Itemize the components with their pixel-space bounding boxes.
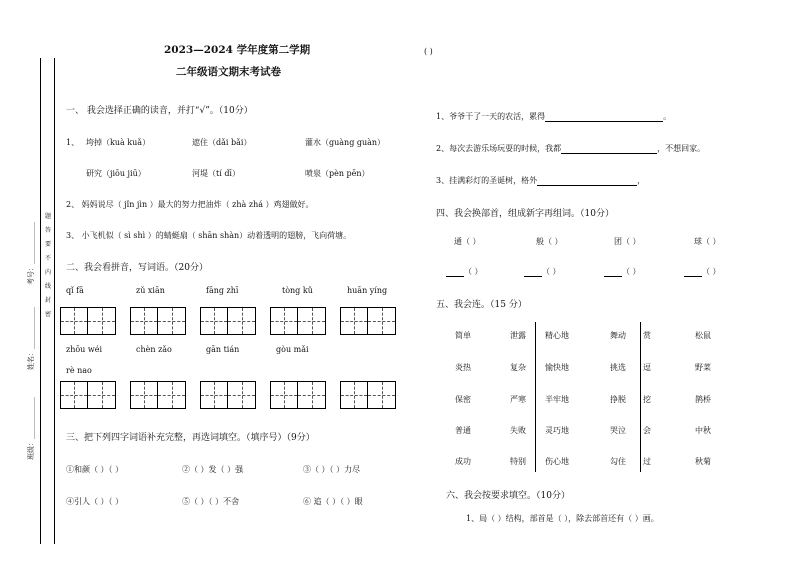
fill-sentence-1: 1、爷爷干了一天的农活，累得 。 — [436, 112, 672, 121]
match-word: 会 — [643, 426, 651, 435]
pinyin-label: fāng zhī — [206, 286, 239, 295]
s1-q3: 3、 小飞机似（ sì shì ）的蜻蜓扇（ shān shàn）动着透明的翅膀，飞向荷塘。 — [66, 231, 352, 240]
match-word: 成功 — [455, 457, 471, 466]
writing-grid[interactable] — [200, 307, 256, 335]
binding-line-outer — [40, 58, 41, 544]
class-label: 班级：____________ — [27, 397, 35, 460]
s1-q1b-item: 研究（jiōu jiū） — [86, 169, 146, 178]
section2-heading: 二、我会看拼音，写词语。（20分） — [66, 263, 208, 273]
match-word: 松鼠 — [695, 331, 711, 340]
section1-heading: 一、 我会选择正确的读音，并打“√”。（10分） — [66, 106, 253, 116]
s1-q1-number: 1、 — [66, 138, 80, 147]
match-word: 精心地 — [545, 331, 569, 340]
top-right-paren: ( ) — [424, 47, 433, 56]
match-word: 复杂 — [510, 363, 526, 372]
match-word: 普通 — [455, 426, 471, 435]
idiom-item: ②（ ）发（ ）强 — [182, 465, 244, 474]
writing-grid[interactable] — [130, 381, 186, 409]
match-word: 半牢地 — [545, 395, 569, 404]
section3-heading: 三、把下列四字词语补充完整，再选词填空。（填序号）（9分） — [66, 433, 315, 443]
answer-blank[interactable] — [537, 176, 637, 186]
section5-heading: 五、我会连。（15 分） — [436, 300, 527, 310]
match-word: 舞动 — [610, 331, 626, 340]
radical-item: 般（ ） — [536, 237, 563, 246]
radical-item: 球（ ） — [694, 237, 721, 246]
match-word: 逗 — [643, 363, 651, 372]
binding-line-inner — [54, 58, 55, 544]
radical-item: 团（ ） — [614, 237, 641, 246]
writing-grid[interactable] — [340, 307, 396, 335]
section6-heading: 六、我会按要求填空。（10分） — [446, 491, 570, 501]
match-word: 严寒 — [510, 395, 526, 404]
idiom-item: ④引人（ ）（ ） — [66, 497, 124, 506]
answer-blank[interactable] — [561, 144, 657, 154]
match-word: 泄露 — [510, 331, 526, 340]
writing-grid[interactable] — [270, 307, 326, 335]
match-word: 灵巧地 — [545, 426, 569, 435]
section4-heading: 四、我会换部首，组成新字再组词。（10分） — [436, 209, 614, 219]
s1-q1-item: 遮住（dǎi bǎi） — [192, 138, 252, 147]
writing-grid[interactable] — [130, 307, 186, 335]
match-word: 勾住 — [610, 457, 626, 466]
match-word: 保密 — [455, 395, 471, 404]
match-word: 失败 — [510, 426, 526, 435]
idiom-item: ①和颜（ ）（ ） — [66, 465, 124, 474]
student-name-label: 姓名：____________ — [27, 307, 35, 370]
pinyin-label: qǐ fā — [66, 286, 84, 295]
exam-number-label: 考号：____________ — [27, 222, 35, 285]
match-word: 愉快地 — [545, 363, 569, 372]
radical-blank[interactable]: （ ） — [524, 266, 561, 277]
pinyin-label: huān yíng — [347, 286, 388, 295]
match-word: 鹊桥 — [695, 395, 711, 404]
writing-grid[interactable] — [60, 381, 116, 409]
match-word: 野菜 — [695, 363, 711, 372]
idiom-item: ⑥ 追（ ）（ ）眼 — [303, 497, 363, 506]
writing-grid[interactable] — [60, 307, 116, 335]
pinyin-label: zhōu wéi — [66, 345, 103, 354]
matching-divider — [640, 322, 641, 472]
radical-blank[interactable]: （ ） — [684, 266, 721, 277]
match-word: 过 — [643, 457, 651, 466]
pinyin-label: rè nao — [66, 366, 92, 375]
match-word: 挖 — [643, 395, 651, 404]
writing-grid[interactable] — [270, 381, 326, 409]
match-word: 赏 — [643, 331, 651, 340]
writing-grid[interactable] — [200, 381, 256, 409]
radical-blank[interactable]: （ ） — [604, 266, 641, 277]
match-word: 挣脱 — [610, 395, 626, 404]
match-word: 炎热 — [455, 363, 471, 372]
fill-sentence-2: 2、每次去游乐场玩耍的时候，我都 ，不想回家。 — [436, 144, 706, 153]
match-word: 中秋 — [695, 426, 711, 435]
match-word: 挑选 — [610, 363, 626, 372]
idiom-item: ③（ ）（ ）力尽 — [303, 465, 361, 474]
s1-q1b-item: 喷泉（pèn pēn） — [305, 169, 370, 178]
match-word: 伤心地 — [545, 457, 569, 466]
radical-blank[interactable]: （ ） — [446, 266, 483, 277]
writing-grid[interactable] — [340, 381, 396, 409]
match-word: 哭泣 — [610, 426, 626, 435]
fill-sentence-3: 3、挂满彩灯的圣诞树，格外 ， — [436, 176, 646, 185]
exam-title-year: 2023—2024 学年度第二学期 — [164, 44, 311, 56]
pinyin-label: gān tián — [206, 345, 240, 354]
pinyin-label: tòng kǔ — [282, 286, 313, 295]
exam-title-subject: 二年级语文期末考试卷 — [176, 66, 281, 78]
seal-warning: 题 答 要 不 内 线 封 密 — [44, 213, 51, 318]
idiom-item: ⑤（ ）（ ）不舍 — [182, 497, 240, 506]
pinyin-label: zǔ xiān — [136, 286, 165, 295]
matching-divider — [535, 322, 536, 472]
s1-q1b-item: 河堤（tí dī） — [192, 169, 240, 178]
match-word: 简单 — [455, 331, 471, 340]
radical-item: 通（ ） — [454, 237, 481, 246]
s1-q1-item: 灌水（guàng guàn） — [305, 138, 386, 147]
pinyin-label: chèn zǎo — [136, 345, 172, 354]
match-word: 特别 — [510, 457, 526, 466]
pinyin-label: gòu mǎi — [276, 345, 309, 354]
s1-q1-item: 垮掉（kuà kuǎ） — [86, 138, 151, 147]
match-word: 秋菊 — [695, 457, 711, 466]
s6-q1: 1、局（ ）结构，部首是（ ），除去部首还有（ ）画。 — [466, 514, 659, 523]
s1-q2: 2、 妈妈说尽（ jǐn jìn ）最大的努力把油炸（ zhà zhá ）鸡翅做好。 — [66, 200, 314, 209]
answer-blank[interactable] — [545, 112, 663, 122]
